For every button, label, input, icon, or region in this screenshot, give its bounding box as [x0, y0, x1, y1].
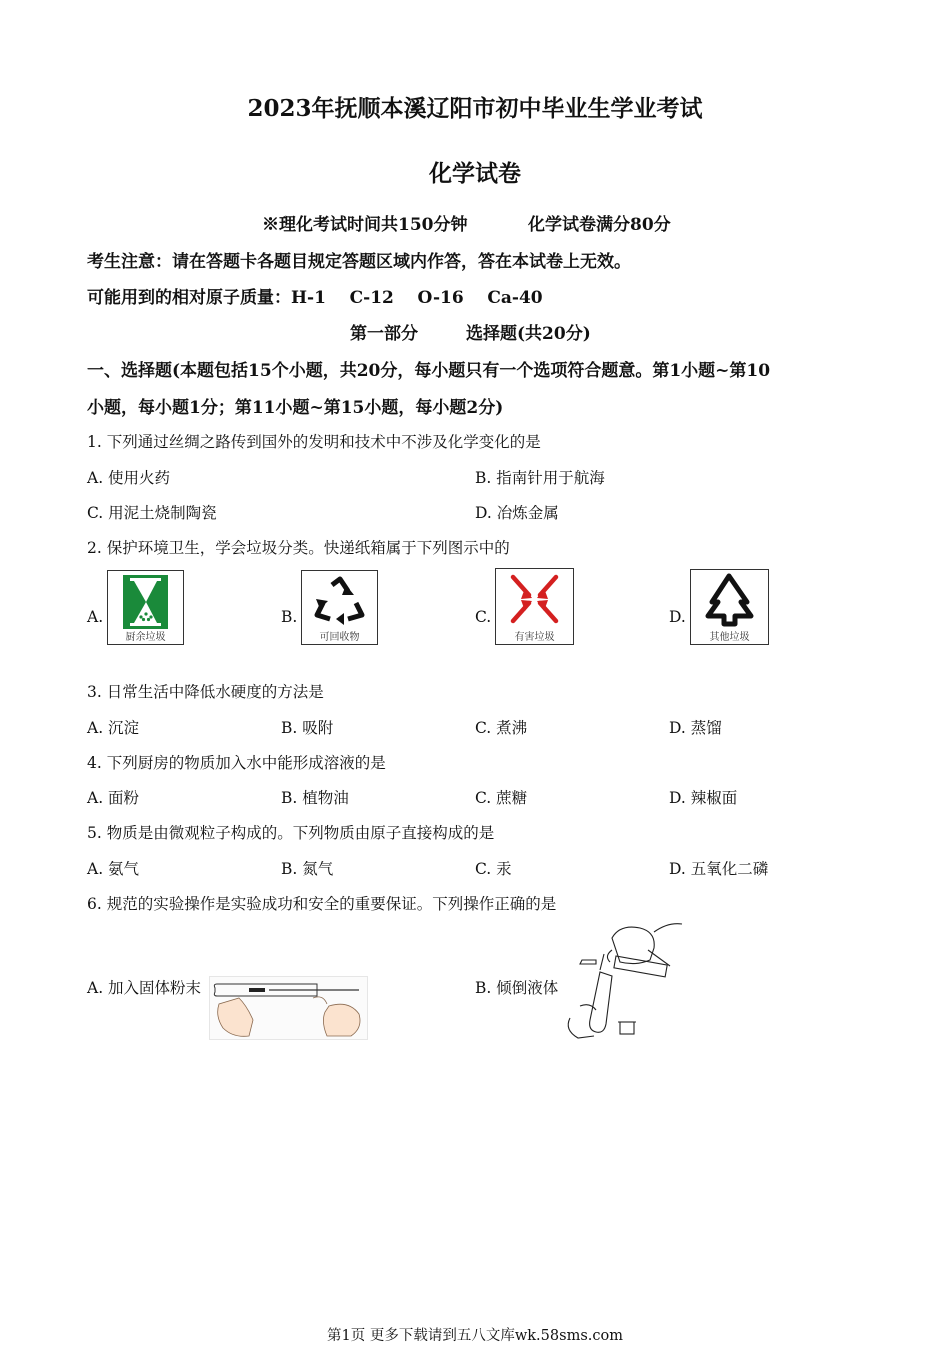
question-3-option-c[interactable]: C. 煮沸 — [475, 719, 528, 737]
question-6-option-a[interactable]: A. 加入固体粉末 — [87, 979, 202, 997]
question-2-option-d[interactable]: D. — [669, 608, 686, 626]
exam-subtitle: 化学试卷 — [429, 160, 521, 187]
part-name: 第一部分 — [350, 324, 418, 344]
other-waste-sign — [690, 569, 769, 645]
recyclable-icon — [302, 573, 377, 631]
other-waste-icon — [691, 572, 768, 630]
atomic-masses: 可能用到的相对原子质量：H-1 C-12 O-16 Ca-40 — [87, 288, 543, 308]
exam-time: ※理化考试时间共150分钟 — [262, 215, 468, 235]
question-2-option-c[interactable]: C. — [475, 608, 492, 626]
kitchen-waste-icon — [108, 573, 183, 631]
question-5-option-d[interactable]: D. 五氧化二磷 — [669, 860, 769, 878]
recyclable-caption: 可回收物 — [319, 632, 360, 643]
question-4-option-a[interactable]: A. 面粉 — [87, 789, 140, 807]
question-1-option-c[interactable]: C. 用泥土烧制陶瓷 — [87, 504, 217, 522]
question-3-option-d[interactable]: D. 蒸馏 — [669, 719, 722, 737]
question-2-option-a[interactable]: A. — [87, 608, 104, 626]
question-3-option-a[interactable]: A. 沉淀 — [87, 719, 140, 737]
hazardous-waste-icon — [496, 571, 573, 629]
powder-test-tube-illustration — [209, 976, 368, 1040]
exam-title: 2023年抚顺本溪辽阳市初中毕业生学业考试 — [247, 95, 703, 122]
question-6-option-b[interactable]: B. 倾倒液体 — [475, 979, 559, 997]
question-3-option-b[interactable]: B. 吸附 — [281, 719, 334, 737]
kitchen-waste-caption: 厨余垃圾 — [125, 632, 166, 643]
question-1-option-a[interactable]: A. 使用火药 — [87, 469, 171, 487]
hazardous-waste-caption: 有害垃圾 — [514, 632, 555, 643]
question-3-stem: 3. 日常生活中降低水硬度的方法是 — [87, 683, 324, 701]
question-5-option-c[interactable]: C. 汞 — [475, 860, 512, 878]
page-footer: 第1页 更多下载请到五八文库wk.58sms.com — [327, 1328, 623, 1344]
question-4-option-d[interactable]: D. 辣椒面 — [669, 789, 738, 807]
question-2-stem: 2. 保护环境卫生，学会垃圾分类。快递纸箱属于下列图示中的 — [87, 539, 510, 557]
question-6-stem: 6. 规范的实验操作是实验成功和安全的重要保证。下列操作正确的是 — [87, 895, 557, 913]
question-4-option-b[interactable]: B. 植物油 — [281, 789, 349, 807]
question-5-option-a[interactable]: A. 氨气 — [87, 860, 140, 878]
section-instructions-line1: 一、选择题(本题包括15个小题，共20分，每小题只有一个选项符合题意。第1小题~第10 — [87, 361, 771, 381]
question-2-option-b[interactable]: B. — [281, 608, 298, 626]
part-desc: 选择题(共20分) — [466, 324, 591, 344]
exam-score: 化学试卷满分80分 — [528, 215, 671, 235]
exam-notice: 考生注意：请在答题卡各题目规定答题区域内作答，答在本试卷上无效。 — [87, 252, 631, 272]
other-waste-caption: 其他垃圾 — [709, 632, 750, 643]
question-1-stem: 1. 下列通过丝绸之路传到国外的发明和技术中不涉及化学变化的是 — [87, 433, 541, 451]
question-5-option-b[interactable]: B. 氮气 — [281, 860, 334, 878]
pouring-liquid-illustration — [560, 920, 685, 1042]
section-instructions-line2: 小题，每小题1分；第11小题~第15小题，每小题2分) — [87, 398, 504, 418]
question-4-stem: 4. 下列厨房的物质加入水中能形成溶液的是 — [87, 754, 386, 772]
kitchen-waste-sign — [107, 570, 184, 645]
question-5-stem: 5. 物质是由微观粒子构成的。下列物质由原子直接构成的是 — [87, 824, 495, 842]
recyclable-sign — [301, 570, 378, 645]
question-4-option-c[interactable]: C. 蔗糖 — [475, 789, 528, 807]
hazardous-waste-sign — [495, 568, 574, 645]
question-1-option-d[interactable]: D. 冶炼金属 — [475, 504, 559, 522]
question-1-option-b[interactable]: B. 指南针用于航海 — [475, 469, 605, 487]
